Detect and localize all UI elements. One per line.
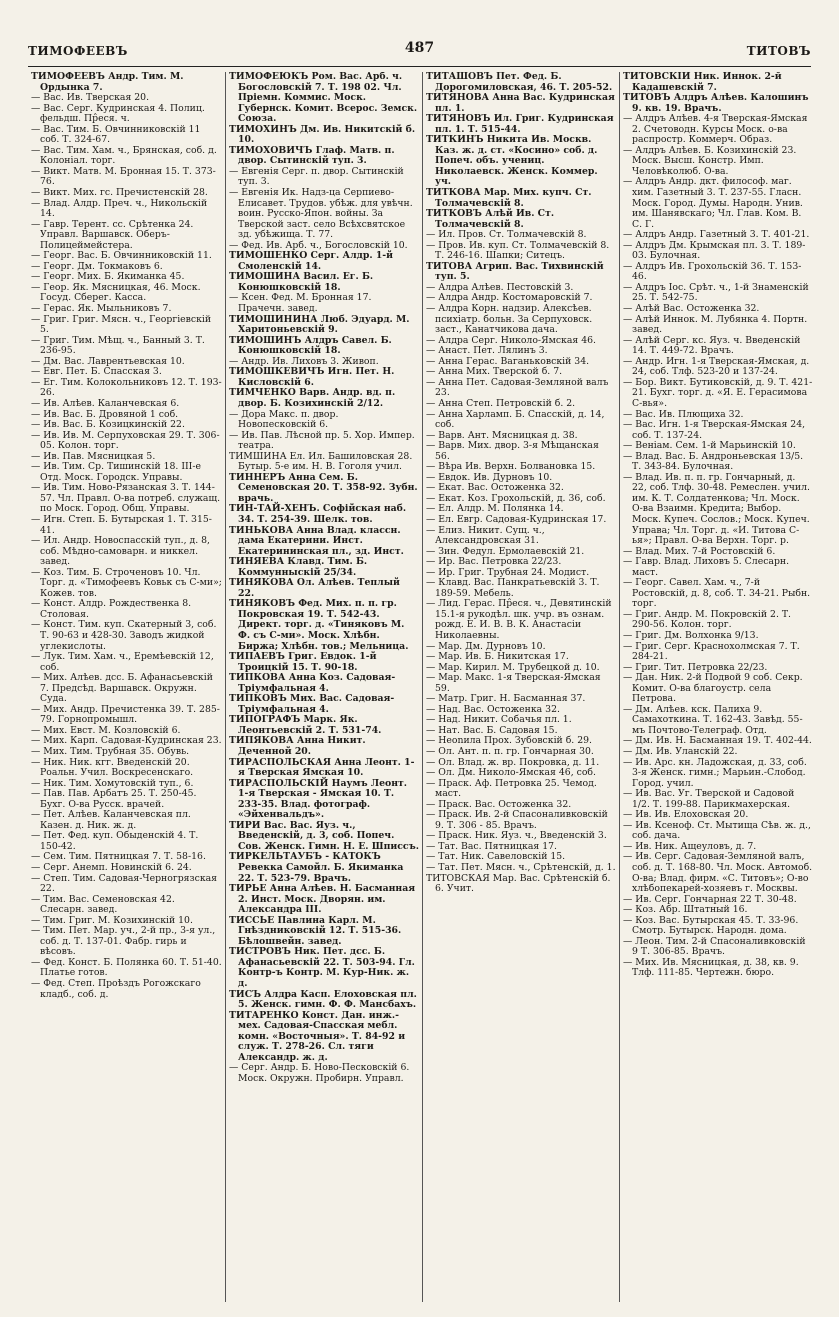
directory-entry: ТИНЯЕВА Клавд. Тим. Б. Коммунныскій 25/34. [229, 556, 368, 578]
directory-entry: ТИМОХИНЪ Дм. Ив. Никитскій б. 10. [229, 123, 416, 146]
directory-entry: — Вѣра Ив. Верхн. Болвановка 15. [426, 461, 596, 473]
directory-entry: — Ол. Ант. п. п. гр. Гончарная 30. [426, 746, 594, 757]
directory-entry: — Алдра Серг. Николо-Ямская 46. [426, 334, 596, 346]
directory-entry: — Мих. Алѣев. дсс. Б. Афанасьевскій 7. Предсѣд. Варшавск. Окружн. Суда. [31, 672, 213, 705]
directory-entry: — Ив. Вас. Б. Дровяной 1 соб. [31, 408, 179, 420]
directory-entry: — Григ. Григ. Мясн. ч., Георгіевскій 5. [31, 313, 212, 336]
column-4 [619, 72, 816, 1302]
directory-entry: — Веніам. Сем. 1-й Марьинскій 10. [623, 440, 796, 452]
directory-entry: — Варв. Ант. Мясницкая д. 38. [426, 429, 578, 441]
directory-entry: — Ир. Григ. Трубная 24. Модист. [426, 566, 590, 578]
directory-entry: — Конст. Алдр. Рождественка 8. Столовая. [31, 598, 192, 620]
directory-entry: — Клавд. Вас. Панкратьевскій 3. Т. 189-59. Мебель. [426, 577, 600, 599]
directory-entry: — Алдръ Дм. Крымская пл. 3. Т. 189-03. Булочная. [623, 239, 806, 262]
header-rule [28, 66, 811, 67]
directory-entry: — Ив. Серг. Садовая-Земляной валъ, соб. д. Т. 168-80. Чл. Моск. Автомоб. О-ва; Влад. фирм. «С. Титовъ»; О-во хлѣбопекарей-хозяевъ г. Москвы. [623, 851, 813, 895]
directory-entry: ТИНЯКОВЪ Фед. Мих. п. п. гр. Покровская 19. Т. 542-43. Директ. торг. д. «Тиняковъ М. Ф. съ С-ми». Моск. Хлѣбн. Биржа; Хлѣбн. тов.; Мельница. [229, 598, 409, 652]
directory-entry: — Влад. Ив. п. п. гр. Гончарный, д. 22, соб. Тлф. 30-48. Ремеслен. учил. им. К. Т. Солдатенкова; Чл. Моск. О-ва Взаимн. Кредита; Выбор. Моск. Купеч. Сослов.; Моск. Купеч. Управа; Чл. Торг. д. «И. Титова С-ья»; Правл. О-ва Верхн. Торг. р. [623, 471, 810, 547]
directory-entry: — Ив. Ксеноф. Ст. Мытища Сѣв. ж. д., соб. дача. [623, 819, 811, 842]
directory-entry: — Леон. Тим. 2-й Спасоналивковскій 9 Т. 306-85. Врачъ. [623, 935, 806, 958]
directory-entry: — Тат. Ник. Савеловскій 15. [426, 851, 566, 863]
directory-entry: — Конст. Тим. куп. Скатерный 3, соб. Т. 90-63 и 428-30. Заводъ жидкой углекислоты. [31, 619, 217, 652]
directory-entry: — Влад. Мих. 7-й Ростовскій 6. [623, 545, 776, 557]
directory-entry: — Игн. Степ. Б. Бутырская 1. Т. 315-41. [31, 513, 212, 536]
directory-entry: — Анна Степ. Петровскій б. 2. [426, 397, 576, 409]
directory-entry: ТИНЬКОВА Анна Влад. классн. дама Екатерини. Инст. Екатерининская пл., зд. Инст. [229, 524, 404, 557]
directory-entry: — Мих. Евст. М. Козловскій 6. [31, 724, 181, 736]
directory-entry: — Ив. Ив. М. Серпуховская 29. Т. 306-05. Колон. торг. [31, 429, 220, 452]
directory-entry: — Праск. Аф. Петровка 25. Чемод. маст. [426, 777, 597, 800]
directory-entry: — Алдръ Алѣев. Б. Козихинскій 23. Моск. Высш. Констр. Имп. Человѣколюб. О-ва. [623, 144, 797, 177]
directory-entry: ТИТАШОВЪ Пет. Фед. Б. Дорогомиловская, 46. Т. 205-52. [426, 72, 613, 93]
directory-entry: — Сем. Тим. Пятницкая 7. Т. 58-16. [31, 851, 206, 863]
directory-entry: — Алдра Андр. Костомаровскій 7. [426, 292, 593, 304]
directory-entry: — Коз. Вас. Бутырская 45. Т. 33-96. Смотр. Бутырск. Народн. дома. [623, 914, 799, 937]
directory-entry: — Гавр. Терент. сс. Срѣтенка 24. Управл. Варшавск. Оберъ-Полицеймейстера. [31, 218, 194, 251]
directory-entry: — Алдра Алѣев. Пестовскій 3. [426, 281, 574, 293]
directory-entry: — Серг. Анемп. Новинскій 6. 24. [31, 862, 192, 874]
directory-entry: — Коз. Абр. Штатный 16. [623, 904, 748, 916]
directory-entry: — Пав. Пав. Арбатъ 25. Т. 250-45. Бухг. О-ва Русск. врачей. [31, 788, 197, 810]
directory-entry: — Праск. Ник. Яуз. ч., Введенскій 3. [426, 830, 607, 842]
directory-entry: — Алдръ Андр. дкт. философ. маг. хим. Газетный 3. Т. 237-55. Гласн. Моск. Город. Думы. Народн. Унив. им. Шанявскаго; Чл. Глав. Ком. В. С. Г. [623, 176, 803, 230]
directory-entry: — Алдръ Андр. Газетный 3. Т. 401-21. [623, 229, 810, 241]
directory-entry: ТИМОХОВИЧЪ Глаф. Матв. п. двор. Сытинскій туп. 3. [229, 144, 395, 167]
directory-entry: ТИССЬЕ Павлина Карл. М. Гнѣздниковскій 12. Т. 515-36. Бѣлошвейн. завед. [229, 914, 402, 947]
directory-entry: — Мар. Дм. Дурновъ 10. [426, 640, 546, 652]
directory-entry: — Праск. Вас. Остоженка 32. [426, 798, 572, 810]
directory-entry: — Вас. Ив. Плющиха 32. [623, 408, 744, 420]
directory-entry: — Над. Никит. Собачья пл. 1. [426, 714, 572, 726]
directory-entry: — Григ. Дм. Волхонка 9/13. [623, 629, 759, 641]
directory-entry: ТИТКОВЪ Алѣй Ив. Ст. Толмачевскій 8. [426, 208, 555, 230]
directory-entry: ТИМОФЕЕВЪ Андр. Тим. М. Ордынка 7. [31, 72, 184, 93]
directory-entry: — Евгенія Ик. Надз-ца Серпиево-Елисавет. Трудов. убѣж. для увѣчн. воин. Русско-Япон. войны. За Тверской заст. село Всѣхсвятское зд. убѣжища. Т. 77. [229, 187, 413, 241]
directory-entry: — Евгенія Серг. п. двор. Сытинскій туп. 3. [229, 165, 404, 188]
directory-entry: — Над. Вас. Остоженка 32. [426, 703, 560, 715]
directory-entry: — Влад. Алдр. Преч. ч., Никольскій 14. [31, 197, 208, 220]
page-header [28, 40, 811, 62]
directory-entry: ТИПЯКОВА Анна Никит. Деченной 20. [229, 735, 366, 757]
directory-entry: — Ив. Пав. Лѣсной пр. 5. Хор. Импер. театра. [229, 429, 415, 452]
directory-entry: — Викт. Мих. гс. Пречистенскій 28. [31, 187, 208, 199]
directory-entry: — Алдра Корн. надзир. Алексѣев. психіатр. больн. За Серпуховск. заст., Канатчикова дача. [426, 303, 593, 336]
directory-entry: — Коз. Тим. Б. Строченовъ 10. Чл. Торг. д. «Тимофеевъ Ковьк съ С-ми»; Кожев. тов. [31, 566, 222, 599]
directory-entry: — Вас. Серг. Кудринская 4. Полиц. фельдш. Пр̂еся. ч. [31, 102, 205, 125]
directory-entry: ТИТОВСКІЙ Ник. Иннок. 2-й Кадашевскій 7. [623, 72, 782, 93]
directory-entry: — Алѣй Серг. кс. Яуз. ч. Введенскій 14. Т. 449-72. Врачъ. [623, 334, 801, 357]
directory-entry: — Серг. Андр. Б. Ново-Песковскій 6. Моск. Окружн. Пробирн. Управл. [229, 1062, 410, 1084]
directory-entry: — Тим. Вас. Семеновская 42. Слесарн. завед. [31, 893, 175, 916]
directory-entry: — Тат. Вас. Пятницкая 17. [426, 840, 557, 852]
directory-entry: — Ир. Вас. Петровка 22/23. [426, 556, 562, 568]
directory-entry: ТИТЯНОВЪ Ил. Григ. Кудринская пл. 1. Т. 515-44. [426, 113, 614, 135]
directory-entry: — Влад. Вас. Б. Андроньевская 13/5. Т. 343-84. Булочная. [623, 450, 804, 473]
directory-entry: — Екат. Вас. Остоженка 32. [426, 482, 564, 494]
directory-entry: — Ив. Пав. Мясницкая 5. [31, 450, 156, 462]
directory-columns [28, 72, 818, 1302]
directory-entry: — Ник. Тим. Хомутовскій туп., 6. [31, 777, 194, 789]
directory-entry: ТИПКОВЪ Мих. Вас. Садовая-Тріумфальная 4. [229, 693, 395, 715]
directory-entry: — Екат. Коз. Грохольскій, д. 36, соб. [426, 492, 606, 504]
directory-entry: — Георг. Вас. Б. Овчинниковскій 11. [31, 250, 212, 262]
directory-entry: — Алдръ Алѣев. 4-я Тверская-Ямская 2. Счетоводн. Курсы Моск. о-ва распростр. Коммерч. Образ. [623, 113, 808, 146]
directory-entry: — Мих. Ив. Мясницкая, д. 38, кв. 9. Тлф. 111-85. Чертежн. бюро. [623, 956, 799, 979]
directory-entry: — Ив. Вас. Б. Козицкинскій 22. [31, 419, 185, 431]
directory-entry: — Георг. Савел. Хам. ч., 7-й Ростовскій, д. 8, соб. Т. 34-21. Рыбн. торг. [623, 577, 811, 610]
directory-entry: — Пет. Фед. куп. Обыденскій 4. Т. 150-42. [31, 830, 199, 852]
directory-entry: — Вас. Тим. Б. Овчинниковскій 11 соб. Т. 324-67. [31, 123, 201, 146]
directory-entry: — Ив. Ник. Ащеуловъ, д. 7. [623, 840, 757, 852]
directory-entry: — Георг. Мих. Б. Якиманка 45. [31, 271, 185, 283]
directory-entry: ТИМОШКЕВИЧЪ Игн. Пет. Н. Кисловскій 6. [229, 366, 395, 388]
running-head-right: ТИТОВЪ [746, 44, 811, 58]
directory-entry: — Евг. Пет. Б. Спасская 3. [31, 366, 162, 378]
directory-entry: — Анна Герас. Ваганьковскій 34. [426, 355, 590, 367]
directory-entry: — Праск. Ив. 2-й Спасоналивковскій 9. Т. 306 - 85. Врачъ. [426, 809, 608, 831]
directory-entry: — Григ. Андр. М. Покровскій 2. Т. 290-56. Колон. торг. [623, 608, 792, 631]
directory-entry: — Анна Пет. Садовая-Земляной валъ 23. [426, 376, 609, 399]
directory-entry: — Ил. Пров. Ст. Толмачевскій 8. [426, 229, 587, 241]
directory-entry: — Ив. Арс. кн. Ладожская, д. 33, соб. 3-я Женск. гимн.; Марьин.-Слобод. Город. учил. [623, 756, 807, 789]
directory-entry: — Вас. Игн. 1-я Тверская-Ямская 24, соб. Т. 137-24. [623, 419, 806, 441]
directory-entry: — Мих. Тим. Трубная 35. Обувь. [31, 746, 190, 757]
directory-entry: — Ив. Тим. Ср. Тишинскій 18. III-е Отд. Моск. Городск. Управы. [31, 461, 201, 483]
column-1 [28, 72, 225, 1302]
running-head-left: ТИМОФЕЕВЪ [28, 44, 128, 58]
directory-entry: — Вас. Ив. Тверская 20. [31, 92, 150, 104]
directory-entry: ТИННЕРЪ Анна Сем. Б. Семеновская 20. Т. 358-92. Зубн. врачь. [229, 471, 418, 504]
directory-entry: — Ег. Тим. Колокольниковъ 12. Т. 193-26. [31, 376, 222, 399]
directory-entry: ТИТОВСКАЯ Мар. Вас. Срѣтенскій б. 6. Учит. [426, 872, 611, 895]
directory-entry: — Лид. Герас. Пр̂еся. ч., Девятинскій 15.1-я рукодѣл. шк. учр. въ ознам. рожд. Е. И. В. В. К. Анастасіи Николаевны. [426, 598, 612, 641]
directory-entry: ТИСЪ Алдра Касп. Елоховская пл. 5. Женск. гимн. Ф. Ф. Мансбахъ. [229, 988, 417, 1011]
directory-entry: — Дм. Ив. Уланскій 22. [623, 746, 738, 757]
directory-entry: — Пет. Алѣев. Каланчевская пл. Казен. д. Ник. ж. д. [31, 809, 191, 831]
directory-entry: — Степ. Тим. Садовая-Черногрязская 22. [31, 872, 218, 895]
directory-entry: — Ив. Алѣев. Каланчевская 6. [31, 397, 180, 409]
directory-entry: ТИТКИНЪ Никита Ив. Москв. Каз. ж. д. ст. «Косино» соб. д. Попеч. объ. учениц. Николаевск. Женск. Коммер. уч. [426, 134, 598, 188]
directory-entry: — Неоnила Прох. Зубовскій б. 29. [426, 735, 592, 747]
directory-entry: — Ол. Дм. Николо-Ямская 46, соб. [426, 767, 596, 779]
directory-entry: — Алѣй Иннок. М. Лубянка 4. Портн. завед. [623, 313, 808, 336]
directory-entry: — Алдръ Іос. Срѣт. ч., 1-й Знаменскій 25. Т. 542-75. [623, 281, 809, 304]
directory-entry: — Пров. Ив. куп. Ст. Толмачевскій 8. Т. 246-16. Шапки; Ситецъ. [426, 239, 610, 262]
directory-entry: ТИТЯНОВА Анна Вас. Кудринская пл. 1. [426, 92, 615, 114]
directory-entry: — Нат. Вас. Б. Садовая 15. [426, 724, 558, 736]
directory-entry: — Ив. Ив. Елоховская 20. [623, 809, 749, 821]
directory-entry: — Ксен. Фед. М. Бронная 17. Прачечн. завед. [229, 292, 372, 315]
directory-entry: ТИПОГРАФЪ Марк. Як. Леонтьевскій 2. Т. 531-74. [229, 714, 382, 736]
directory-entry: — Фед. Степ. Проѣздъ Рогожскаго кладб., соб. д. [31, 978, 201, 1000]
directory-entry: — Алѣй Вас. Остоженка 32. [623, 303, 760, 315]
directory-entry: ТИСТРОВЪ Ник. Пет. дсс. Б. Афанасьевскій 22. Т. 503-94. Гл. Контр-ъ Контр. М. Кур-Ник. ж. д. [229, 946, 415, 990]
directory-entry: — Ел. Евгр. Садовая-Кудринская 17. [426, 513, 607, 525]
directory-entry: — Фед. Ив. Арб. ч., Богословскій 10. [229, 239, 408, 251]
directory-entry: — Тим. Григ. М. Козихинскій 10. [31, 914, 193, 926]
directory-entry: ТИМЧЕНКО Варв. Андр. вд. п. двор. Б. Козихинскій 2/12. [229, 387, 396, 409]
directory-entry: — Дм. Вас. Лаврентьевская 10. [31, 355, 185, 367]
directory-entry: — Елиз. Никит. Сущ. ч., Александровская 31. [426, 524, 545, 547]
directory-entry: — Ив. Вас. Уг. Тверской и Садовой 1/2. Т. 199-88. Парикмахерская. [623, 788, 795, 810]
directory-entry: ТИРИ Вас. Вас. Яуз. ч., Введенскій, д. 3, соб. Попеч. Сов. Женск. Гимн. Н. Е. Шписсъ. [229, 819, 419, 852]
directory-entry: — Дора Макс. п. двор. Новопесковскій 6. [229, 408, 339, 431]
directory-entry: — Лук. Тим. Хам. ч., Еремѣевскій 12, соб. [31, 651, 214, 673]
directory-entry: ТИРКЕЛЬТАУБЪ - КАТОКЪ Ревекка Самойл. Б. Якиманка 22. Т. 523-79. Врачъ. [229, 851, 404, 884]
directory-entry: — Григ. Серг. Краснохолмская 7. Т. 284-21. [623, 640, 800, 663]
directory-entry: — Мар. Макс. 1-я Тверская-Ямская 59. [426, 672, 601, 694]
page-number: 487 [404, 40, 435, 56]
directory-entry: — Ив. Тим. Ново-Рязанская 3. Т. 144-57. Чл. Правл. О-ва потреб. служащ. по Моск. Город. Общ. Управы. [31, 482, 221, 515]
directory-entry: ТИРЬЕ Анна Алѣев. Н. Басманная 2. Инст. Моск. Дворян. им. Александра III. [229, 883, 416, 916]
column-3 [422, 72, 619, 1302]
directory-entry: — Ол. Влад. ж. вр. Покровка, д. 11. [426, 756, 600, 768]
directory-entry: — Мих. Андр. Пречистенка 39. Т. 285-79. Горнопромышл. [31, 703, 220, 726]
column-2 [225, 72, 422, 1302]
directory-entry: — Ив. Серг. Гончарная 22 Т. 30-48. [623, 893, 797, 905]
directory-entry: — Герас. Як. Мыльниковъ 7. [31, 303, 172, 315]
directory-entry: — Георг. Дм. Токмаковъ 6. [31, 260, 163, 272]
directory-entry: ТИМОШИНЪ Алдръ Савел. Б. Конюшковскій 18. [229, 334, 392, 357]
directory-entry: ТИПКОВА Анна Коз. Садовая-Тріумфальная 4. [229, 672, 396, 694]
directory-entry: ТИТАРЕНКО Конст. Дан. инж.-мех. Садовая-Спасская мебл. комн. «Восточныя». Т. 84-92 и служ. Т. 278-26. Сл. тяги Александр. ж. д. [229, 1009, 406, 1063]
directory-entry: — Дм. Алѣев. кск. Палиха 9. Самахоткина. Т. 162-43. Завѣд. 55-мъ Почтово-Телеграф. Отд. [623, 703, 803, 736]
directory-entry: ТИРАСПОЛЬСКАЯ Анна Леонт. 1-я Тверская Ямская 10. [229, 756, 415, 779]
directory-entry: ТИМОШИНА Васил. Ег. Б. Конюшковскій 18. [229, 271, 374, 293]
directory-entry: — Ил. Андр. Новоспасскій туп., д. 8, соб. Мѣдно-самоварн. и никкел. завед. [31, 535, 211, 568]
directory-entry: ТИПАЕВЪ Григ. Евдок. 1-й Троицкій 15. Т. 90-18. [229, 651, 377, 673]
directory-entry: ТИМОФЕЮКЪ Ром. Вас. Арб. ч. Богословскій 7. Т. 198 02. Чл. Пріемн. Коммис. Моск. Губернск. Комит. Всерос. Земск. Союза. [229, 72, 418, 125]
directory-entry: ТИТКОВА Мар. Мих. купч. Ст. Толмачевскій 8. [426, 187, 592, 209]
directory-entry: — Андр. Игн. 1-я Тверская-Ямская, д. 24, соб. Тлф. 523-20 и 137-24. [623, 355, 810, 378]
directory-entry: — Мих. Карп. Садовая-Кудринская 23. [31, 735, 222, 747]
directory-entry: — Фед. Конст. Б. Полянка 60. Т. 51-40. Платье готов. [31, 956, 222, 979]
directory-entry: ТИН-ТАЙ-ХЕНЪ. Софійская наб. 34. Т. 254-39. Шелк. тов. [229, 503, 407, 525]
directory-entry: — Тат. Пет. Мясн. ч., Срѣтенскій, д. 1. [426, 862, 616, 874]
directory-entry: — Тим. Пет. Мар. уч., 2-й пр., 3-я ул., соб. д. Т. 137-01. Фабр. гирь и вѣсовъ. [31, 925, 216, 958]
directory-entry: — Бор. Викт. Бутиковскій, д. 9. Т. 421-21. Бухг. торг. д. «Я. Е. Герасимова С-вья». [623, 376, 813, 409]
directory-entry: — Зин. Федул. Ермолаевскій 21. [426, 545, 585, 557]
directory-entry: — Варв. Мих. двор. 3-я Мѣщанская 56. [426, 440, 599, 462]
directory-entry: — Дан. Ник. 2-й Подвой 9 соб. Секр. Комит. О-ва благоустр. села Петрова. [623, 672, 803, 705]
directory-entry: ТИТОВА Агрип. Вас. Тихвинскій туп. 5. [426, 260, 604, 283]
directory-entry: ТИНЯКОВА Ол. Алѣев. Теплый 22. [229, 577, 400, 599]
directory-entry: — Вас. Тим. Хам. ч., Брянская, соб. д. Колоніал. торг. [31, 144, 217, 167]
directory-entry: ТИРАСПОЛЬСКІЙ Наумъ Леонт. 1-я Тверская - Ямская 10. Т. 233-35. Влад. фотограф. «Эйхенвальдъ». [229, 777, 408, 821]
directory-entry: ТИМОШЕНКО Серг. Алдр. 1-й Смоленскій 14. [229, 250, 394, 272]
directory-entry: — Гавр. Влад. Лиховъ 5. Слесарн. маст. [623, 556, 790, 578]
directory-entry: ТИМОШИНИНА Люб. Эдуард. М. Харитоньевскій 9. [229, 313, 410, 336]
directory-entry: ТИМШИНА Ел. Ил. Башиловская 28. Бутыр. 5-е им. Н. В. Гоголя учил. [229, 450, 413, 473]
directory-entry: — Ник. Ник. кгг. Введенскій 20. Роальн. Учил. Воскресенскаго. [31, 756, 194, 779]
directory-entry: — Григ. Тим. Мѣщ. ч., Банный 3. Т. 236-95. [31, 334, 205, 357]
directory-entry: — Викт. Матв. М. Бронная 15. Т. 373-76. [31, 165, 216, 188]
directory-entry: — Ел. Алдр. М. Полянка 14. [426, 503, 564, 515]
directory-entry: — Анна Харламп. Б. Спасскій, д. 14, соб. [426, 408, 605, 431]
directory-entry: — Андр. Ив. Лиховъ 3. Живоп. [229, 355, 379, 367]
directory-entry: — Анна Мих. Тверской б. 7. [426, 366, 563, 378]
directory-entry: — Григ. Тит. Петровка 22/23. [623, 661, 768, 673]
directory-entry: — Мар. Ив. Б. Никитская 17. [426, 651, 569, 663]
directory-entry: — Геор. Як. Мясницкая, 46. Моск. Госуд. Сберег. Касса. [31, 281, 201, 304]
directory-entry: — Мар. Кирил. М. Трубецкой д. 10. [426, 661, 600, 673]
directory-entry: ТИТОВЪ Алдръ Алѣев. Калошинъ 9. кв. 19. Врачъ. [623, 92, 809, 114]
directory-entry: — Анаст. Пет. Лялинъ 3. [426, 345, 548, 357]
directory-entry: — Матр. Григ. Н. Басманная 37. [426, 693, 586, 705]
directory-entry: — Алдръ Ив. Грохольскій 36. Т. 153-46. [623, 260, 802, 283]
directory-entry: — Дм. Ив. Н. Басманная 19. Т. 402-44. [623, 735, 812, 747]
directory-entry: — Евдок. Ив. Дурновъ 10. [426, 471, 553, 483]
